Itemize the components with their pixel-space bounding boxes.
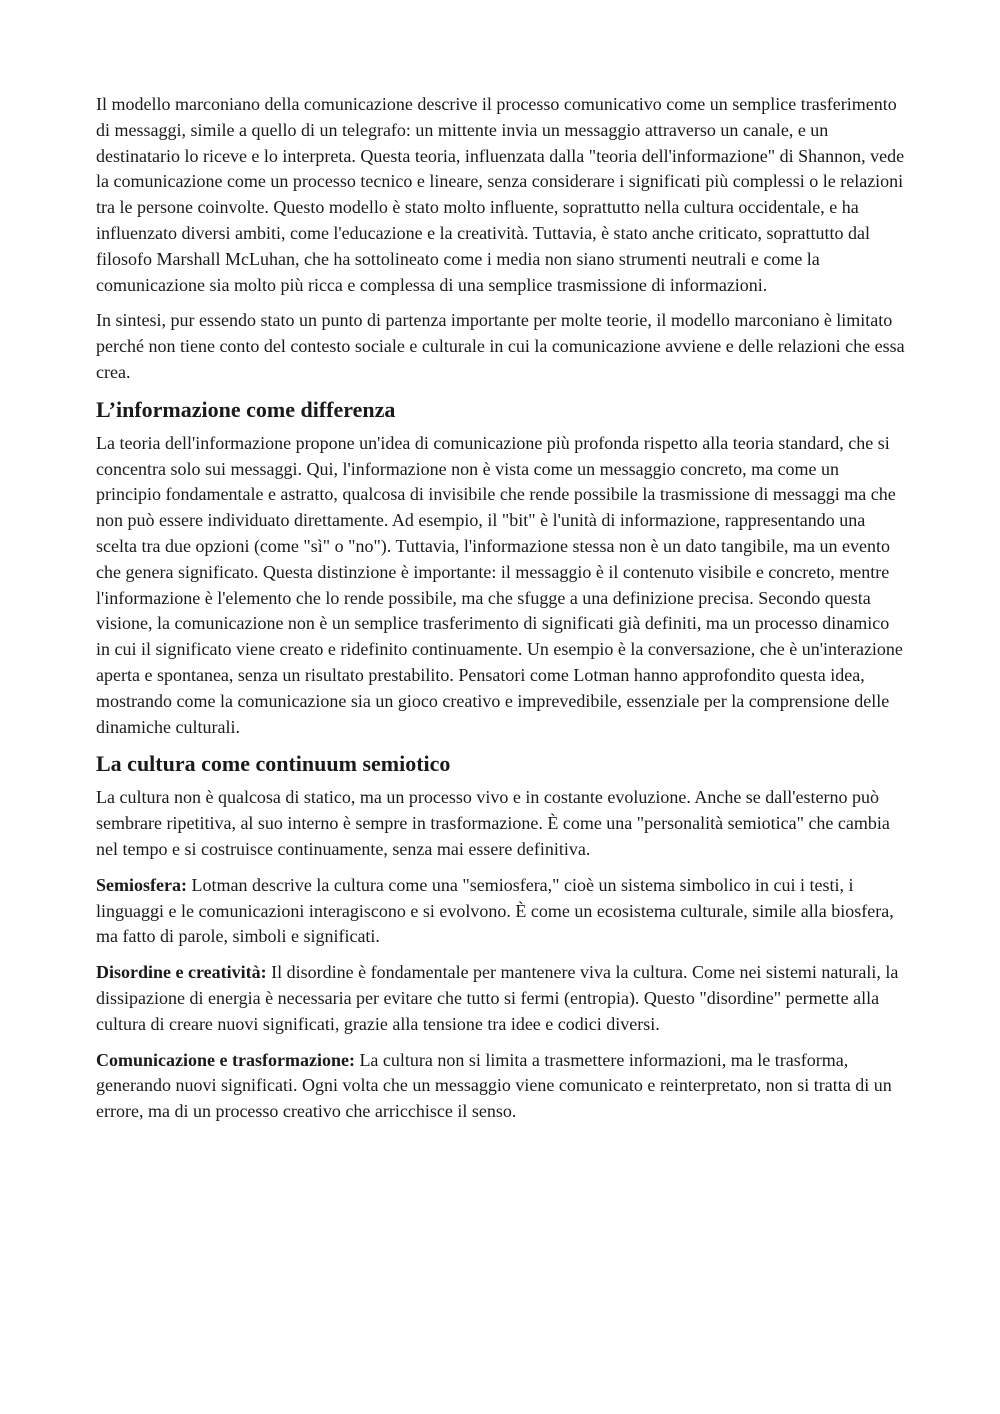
- definition-term: Semiosfera:: [96, 874, 187, 895]
- definition-semiosfera: [96, 873, 906, 950]
- section-cultura-paragraph: La cultura non è qualcosa di statico, ma un processo vivo e in costante evoluzione. Anche se dall'esterno può sembrare ripetitiva, al suo interno è sempre in trasformazione. È come una "personalità semiotica" che cambia nel tempo e si costruisce continuamente, senza mai essere definitiva.: [96, 787, 890, 859]
- definition-comunicazione: [96, 1048, 906, 1125]
- document-page: [96, 92, 906, 1135]
- definition-term: Disordine e creatività:: [96, 962, 267, 983]
- definition-disordine: [96, 960, 906, 1037]
- section-informazione-paragraph: La teoria dell'informazione propone un'idea di comunicazione più profonda rispetto alla teoria standard, che si concentra solo sui messaggi. Qui, l'informazione non è vista come un messaggio concreto, ma come un principio fondamentale e astratto, qualcosa di invisibile che rende possibile la trasmissione di messaggi ma che non può essere individuato direttamente. Ad esempio, il "bit" è l'unità di informazione, rappresentando una scelta tra due opzioni (come "sì" o "no"). Tuttavia, l'informazione stessa non è un dato tangibile, ma un evento che genera significato. Questa distinzione è importante: il messaggio è il contenuto visibile e concreto, mentre l'informazione è l'elemento che lo rende possibile, ma che sfugge a una definizione precisa. Secondo questa visione, la comunicazione non è un semplice trasferimento di significati già definiti, ma un processo dinamico in cui il significato viene creato e ridefinito continuamente. Un esempio è la conversazione, che è un'interazione aperta e spontanea, senza un risultato prestabilito. Pensatori come Lotman hanno approfondito questa idea, mostrando come la comunicazione sia un gioco creativo e imprevedibile, essenziale per la comprensione delle dinamiche culturali.: [96, 432, 903, 737]
- definition-term: Comunicazione e trasformazione:: [96, 1049, 355, 1070]
- section-heading-cultura: La cultura come continuum semiotico: [96, 751, 451, 777]
- intro-paragraph-1: Il modello marconiano della comunicazione descrive il processo comunicativo come un semplice trasferimento di messaggi, simile a quello di un telegrafo: un mittente invia un messaggio attraverso un canale, e un destinatario lo riceve e lo interpreta. Questa teoria, influenzata dalla "teoria dell'informazione" di Shannon, vede la comunicazione come un processo tecnico e lineare, senza considerare i significati più complessi o le relazioni tra le persone coinvolte. Questo modello è stato molto influente, soprattutto nella cultura occidentale, e ha influenzato diversi ambiti, come l'educazione e la creatività. Tuttavia, è stato anche criticato, soprattutto dal filosofo Marshall McLuhan, che ha sottolineato come i media non siano strumenti neutrali e come la comunicazione sia molto più ricca e complessa di una semplice trasmissione di informazioni.: [96, 94, 905, 295]
- definition-text: La cultura non si limita a trasmettere informazioni, ma le trasforma, generando nuovi significati. Ogni volta che un messaggio viene comunicato e reinterpretato, non si tratta di un errore, ma di un processo creativo che arricchisce il senso.: [96, 1049, 892, 1122]
- intro-paragraph-2: In sintesi, pur essendo stato un punto di partenza importante per molte teorie, il modello marconiano è limitato perché non tiene conto del contesto sociale e culturale in cui la comunicazione avviene e delle relazioni che essa crea.: [96, 310, 905, 382]
- definition-text: Il disordine è fondamentale per mantenere viva la cultura. Come nei sistemi naturali, la dissipazione di energia è necessaria per evitare che tutto si fermi (entropia). Questo "disordine" permette alla cultura di creare nuovi significati, grazie alla tensione tra idee e codici diversi.: [96, 962, 899, 1034]
- definition-text: Lotman descrive la cultura come una "semiosfera," cioè un sistema simbolico in cui i testi, i linguaggi e le comunicazioni interagiscono e si evolvono. È come un ecosistema culturale, simile alla biosfera, ma fatto di parole, simboli e significati.: [96, 874, 894, 947]
- section-heading-informazione: L’informazione come differenza: [96, 396, 396, 422]
